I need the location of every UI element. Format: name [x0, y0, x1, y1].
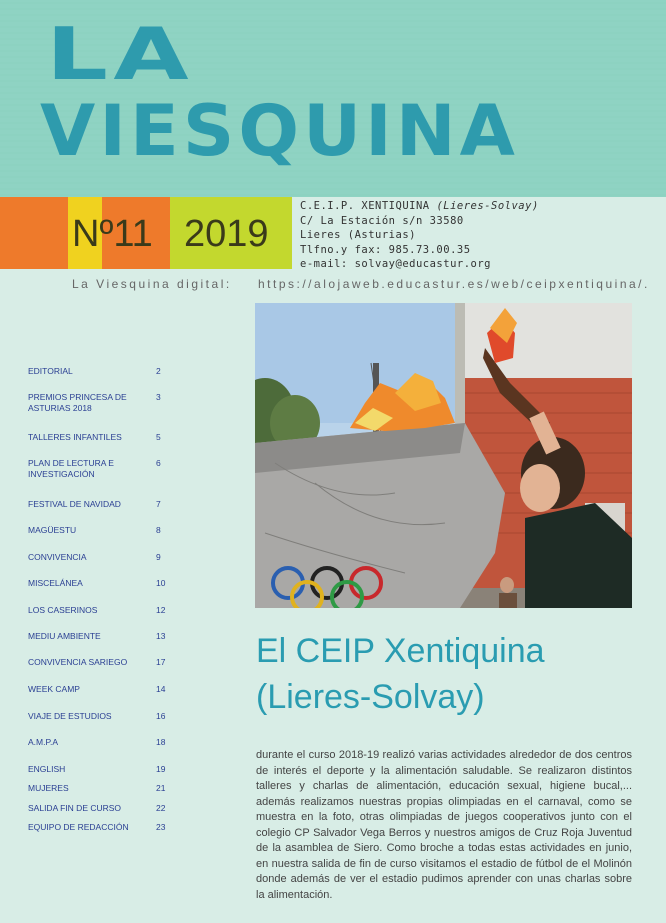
article-headline: [256, 628, 545, 720]
toc-label: MISCELÁNEA: [28, 578, 83, 588]
toc-page: 13: [156, 631, 166, 641]
cover-photo: [255, 303, 632, 608]
school-city: Lieres (Asturias): [300, 229, 416, 241]
toc-page: 21: [156, 783, 166, 793]
headline-line2: (Lieres-Solvay): [256, 678, 485, 716]
masthead: [0, 0, 666, 197]
toc-label: FESTIVAL DE NAVIDAD: [28, 499, 121, 509]
toc-page: 3: [156, 392, 161, 402]
toc-label: EQUIPO DE REDACCIÓN: [28, 822, 129, 832]
toc-page: 9: [156, 552, 161, 562]
school-name-line: [300, 199, 539, 214]
toc-page: 10: [156, 578, 166, 588]
toc-label: VIAJE DE ESTUDIOS: [28, 711, 112, 721]
toc-label: EDITORIAL: [28, 366, 73, 376]
masthead-title-line2: VIESQUINA: [40, 90, 520, 172]
toc-page: 7: [156, 499, 161, 509]
headline-line1: El CEIP Xentiquina: [256, 632, 545, 670]
school-address: C/ La Estación s/n 33580: [300, 214, 464, 227]
masthead-title-line1: LA: [46, 12, 194, 96]
cover-photo-illustration: [255, 303, 632, 608]
school-info: [300, 199, 539, 272]
toc-label: A.M.P.A: [28, 737, 59, 747]
toc-page: 8: [156, 525, 161, 535]
school-name: C.E.I.P. XENTIQUINA: [300, 200, 430, 212]
toc-page: 16: [156, 711, 166, 721]
toc-label: LOS CASERINOS: [28, 605, 98, 615]
toc-label: CONVIVENCIA: [28, 552, 87, 562]
toc-label: TALLERES INFANTILES: [28, 432, 122, 442]
toc-page: 17: [156, 657, 166, 667]
toc-page: 23: [156, 822, 166, 832]
digital-url[interactable]: https://alojaweb.educastur.es/web/ceipxentiquina/.: [258, 277, 650, 291]
toc-label: PLAN DE LECTURA E INVESTIGACIÓN: [28, 458, 114, 479]
toc-page: 2: [156, 366, 161, 376]
issue-number: Nº11: [72, 213, 153, 255]
toc-label: ENGLISH: [28, 764, 66, 774]
toc-page: 22: [156, 803, 166, 813]
toc-label: PREMIOS PRINCESA DE ASTURIAS 2018: [28, 392, 127, 413]
toc-label: MUJERES: [28, 783, 69, 793]
toc-label: SALIDA FIN DE CURSO: [28, 803, 122, 813]
toc-label: MEDIU AMBIENTE: [28, 631, 101, 641]
school-email: e-mail: solvay@educastur.org: [300, 258, 492, 270]
toc-page: 6: [156, 458, 161, 468]
color-block-orange: [0, 197, 68, 269]
school-location: (Lieres-Solvay): [436, 200, 539, 212]
school-phone: Tlfno.y fax: 985.73.00.35: [300, 243, 471, 256]
toc-page: 19: [156, 764, 166, 774]
toc-label: MAGÜESTU: [28, 525, 77, 535]
toc-page: 12: [156, 605, 166, 615]
issue-year: 2019: [184, 213, 269, 255]
article-body: durante el curso 2018-19 realizó varias actividades alrededor de dos centros de interés el deporte y la alimentación saludable. Se realizaron distintos talleres y charlas de alimentación, educación sexual, higiene bucal,... además realizamos nuestras propias olimpiadas en el carnaval, como se muestra en la foto, otras olimpiadas de juegos cooperativos junto con el colegio CP Salvador Vega Berros y nuestros amigos de Cruz Roja Juventud de la asamblea de Siero. Como broche a todas estas actividades en junio, en nuestra salida de fin de curso visitamos el estadio de fútbol de el Molinón donde además de ver el estadio pudimos aprender con unas charlas sobre la alimentación.: [256, 749, 632, 901]
digital-label: La Viesquina digital:: [72, 277, 232, 291]
toc-page: 5: [156, 432, 161, 442]
toc-label: CONVIVENCIA SARIEGO: [28, 657, 128, 667]
toc-page: 14: [156, 684, 166, 694]
toc-label: WEEK CAMP: [28, 684, 80, 694]
toc-page: 18: [156, 737, 166, 747]
